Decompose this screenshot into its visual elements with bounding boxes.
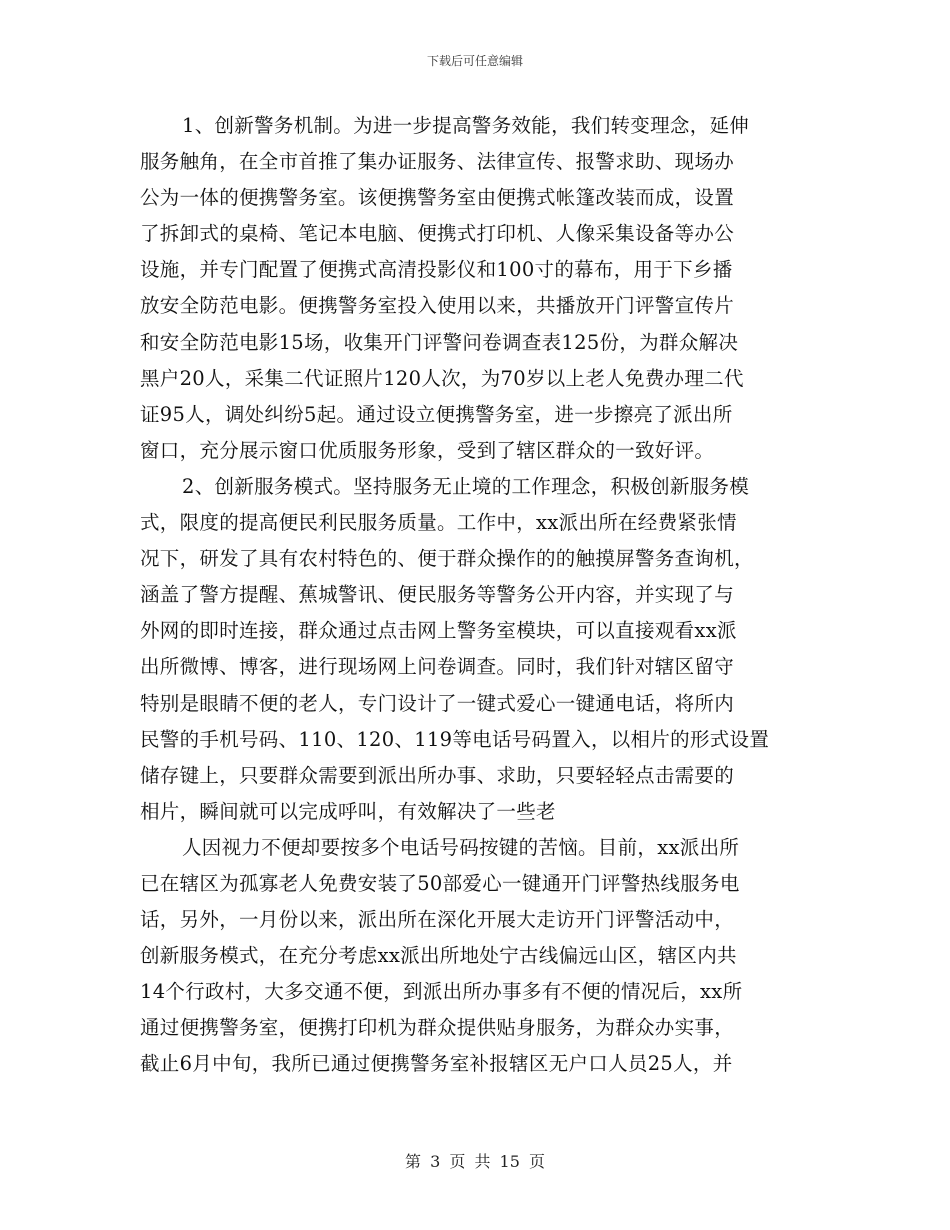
paragraph-line: 放安全防范电影。便携警务室投入使用以来，共播放开门评警宣传片 (140, 294, 735, 318)
paragraph-line: 况下，研发了具有农村特色的、便于群众操作的的触摸屏警务查询机， (140, 547, 754, 571)
paragraph-line: 特别是眼睛不便的老人，专门设计了一键式爱心一键通电话，将所内 (140, 691, 735, 715)
paragraph-line: 出所微博、博客，进行现场网上问卷调查。同时，我们针对辖区留守 (140, 655, 735, 679)
paragraph-line: 证95人，调处纠纷5起。通过设立便携警务室，进一步擦亮了派出所 (140, 402, 733, 426)
paragraph-line: 储存键上，只要群众需要到派出所办事、求助，只要轻轻点击需要的 (140, 763, 735, 787)
paragraph-line: 民警的手机号码、110、120、119等电话号码置入，以相片的形式设置 (140, 727, 770, 751)
paragraph-line: 式，限度的提高便民利民服务质量。工作中，xx派出所在经费紧张情 (140, 511, 737, 535)
paragraph-line: 截止6月中旬，我所已通过便携警务室补报辖区无户口人员25人，并 (140, 1052, 733, 1076)
paragraph-line: 话，另外，一月份以来，派出所在深化开展大走访开门评警活动中， (140, 908, 735, 932)
paragraph-line: 公为一体的便携警务室。该便携警务室由便携式帐篷改装而成，设置 (140, 186, 735, 210)
paragraph-line: 和安全防范电影15场，收集开门评警问卷调查表125份，为群众解决 (140, 330, 739, 354)
paragraph-line: 通过便携警务室，便携打印机为群众提供贴身服务，为群众办实事， (140, 1016, 735, 1040)
paragraph-line: 14个行政村，大多交通不便，到派出所办事多有不便的情况后，xx所 (140, 980, 743, 1004)
paragraph-line: 相片，瞬间就可以完成呼叫，有效解决了一些老 (140, 799, 556, 823)
paragraph-line: 窗口，充分展示窗口优质服务形象，受到了辖区群众的一致好评。 (140, 438, 715, 462)
paragraph-line: 设施，并专门配置了便携式高清投影仪和100寸的幕布，用于下乡播 (140, 258, 733, 282)
paragraph-line: 服务触角，在全市首推了集办证服务、法律宣传、报警求助、现场办 (140, 150, 735, 174)
paragraph-line: 涵盖了警方提醒、蕉城警讯、便民服务等警务公开内容，并实现了与 (140, 583, 735, 607)
page-header: 下载后可任意编辑 (426, 54, 523, 68)
paragraph-line: 外网的即时连接，群众通过点击网上警务室模块，可以直接观看xx派 (140, 619, 737, 643)
paragraph-line: 了拆卸式的桌椅、笔记本电脑、便携式打印机、人像采集设备等办公 (140, 222, 735, 246)
document-body (140, 108, 812, 1083)
paragraph-line: 2、创新服务模式。坚持服务无止境的工作理念，积极创新服务模 (182, 474, 750, 498)
paragraph-line: 创新服务模式，在充分考虑xx派出所地处宁古线偏远山区，辖区内共 (140, 944, 737, 968)
paragraph-line: 人因视力不便却要按多个电话号码按键的苦恼。目前，xx派出所 (182, 835, 740, 859)
paragraph-line: 已在辖区为孤寡老人免费安装了50部爱心一键通开门评警热线服务电 (140, 871, 740, 895)
page-number-footer: 第 3 页 共 15 页 (405, 1152, 545, 1171)
paragraph-line: 黑户20人，采集二代证照片120人次，为70岁以上老人免费办理二代 (140, 366, 744, 390)
paragraph-line: 1、创新警务机制。为进一步提高警务效能，我们转变理念，延伸 (182, 114, 750, 137)
